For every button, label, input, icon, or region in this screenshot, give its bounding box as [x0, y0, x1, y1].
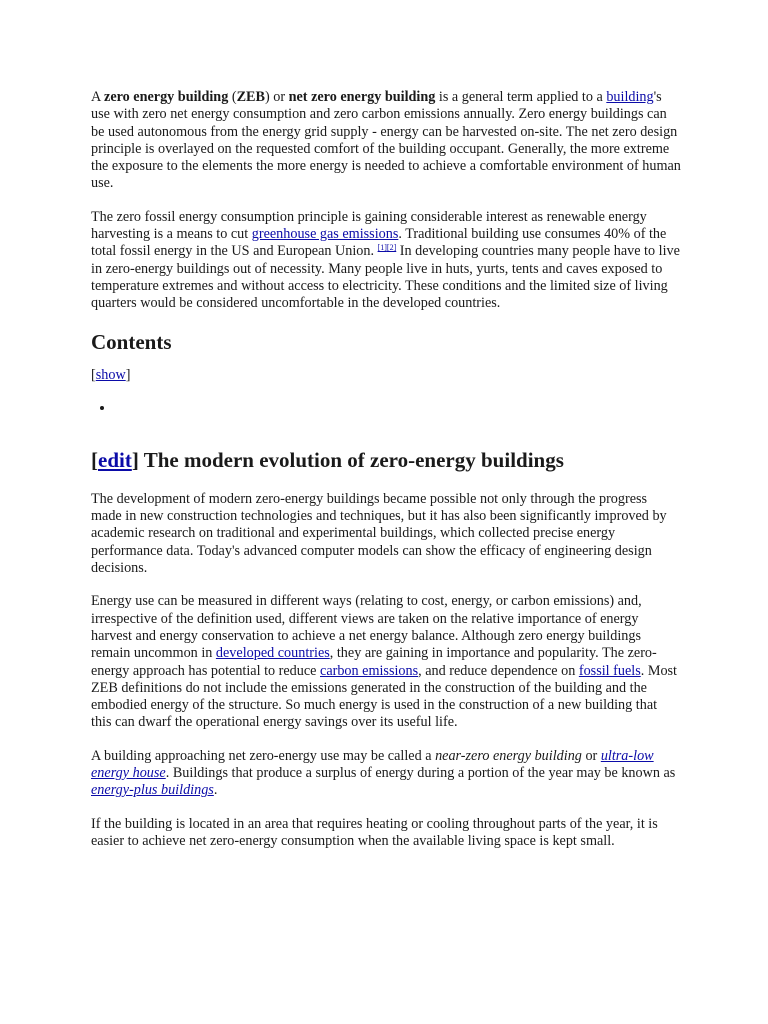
text-run: is a general term applied to a: [435, 89, 607, 105]
bracket-open: [: [91, 366, 96, 383]
show-contents-link[interactable]: show: [95, 366, 126, 383]
contents-toggle: [91, 367, 681, 384]
contents-list-item: [115, 400, 681, 417]
link-developed-countries[interactable]: developed countries: [215, 645, 330, 662]
text-run: . Traditional building use consumes 40% of the total fossil energy in the US and European Union.: [91, 226, 667, 260]
text-run: . Buildings that produce a surplus of energy during a portion of the year may be known as: [165, 765, 676, 782]
edit-section-link[interactable]: edit: [98, 447, 132, 472]
text-run: The zero fossil energy consumption principle is gaining considerable interest as renewable energy harvesting is a means to cut: [91, 208, 647, 243]
bracket-close: ]: [125, 366, 131, 383]
section-paragraph-3: [91, 748, 681, 800]
article-body: [91, 89, 681, 866]
section-title: The modern evolution of zero-energy buildings: [138, 447, 564, 472]
intro-paragraph-1: [91, 89, 681, 193]
text-run: . Most ZEB definitions do not include the emissions generated in the construction of the building and the embodied energy of the structure. So much energy is used in the construction of a new building that this can dwarf the operational energy savings over its useful life.: [91, 662, 677, 731]
link-carbon-emissions[interactable]: carbon emissions: [320, 662, 419, 679]
link-ultra-low-energy-house[interactable]: ultra-low energy house: [91, 747, 654, 782]
text-run: or: [581, 747, 601, 764]
reference-link-2[interactable]: [2]: [386, 243, 397, 253]
link-energy-plus-buildings[interactable]: energy-plus buildings: [91, 782, 214, 799]
intro-paragraph-2: [91, 209, 681, 313]
text-run: , they are gaining in importance and popularity. The zero-energy approach has potential to reduce: [91, 645, 657, 679]
reference-2: [387, 243, 396, 252]
link-greenhouse-gas-emissions[interactable]: greenhouse gas emissions: [251, 226, 399, 243]
reference-1: [378, 243, 387, 252]
text-run: (: [228, 89, 237, 105]
contents-list: [91, 400, 681, 417]
text-run: A: [91, 89, 105, 105]
section-heading: [91, 447, 681, 473]
text-run: Energy use can be measured in different ways (relating to cost, energy, or carbon emissions) and, irrespective of the definition used, different views are taken on the relative importance of energy harvest and energy conservation to achieve a net energy balance. Although zero energy buildings remain uncommon in: [91, 593, 642, 662]
contents-heading: Contents: [91, 329, 172, 354]
link-building[interactable]: building: [606, 89, 654, 105]
text-run: A building approaching net zero-energy use may be called a: [91, 747, 436, 764]
text-run: , and reduce dependence on: [418, 662, 579, 679]
term-zeb: ZEB: [236, 89, 265, 105]
section-paragraph-1: The development of modern zero-energy buildings became possible not only through the progress made in new construction technologies and techniques, but it has also been significantly improved by academic research on traditional and experimental buildings, which collected precise energy performance data. Today's advanced computer models can show the efficacy of engineering design decisions.: [91, 490, 667, 577]
bracket-close: ]: [131, 447, 139, 472]
bracket-open: [: [91, 447, 98, 472]
term-net-zero-energy-building: net zero energy building: [288, 89, 436, 105]
link-fossil-fuels[interactable]: fossil fuels: [578, 662, 641, 679]
section-paragraph-4: If the building is located in an area that requires heating or cooling throughout parts of the year, it is easier to achieve net zero-energy consumption when the available living space is kept small.: [91, 815, 658, 849]
section-paragraph-2: [91, 593, 681, 731]
text-run: In developing countries many people have to live in zero-energy buildings out of necessity. Many people live in huts, yurts, tents and caves exposed to temperature extremes and without access to electricity. These conditions and the limited size of living quarters would be considered uncomfortable in the developed countries.: [91, 243, 680, 312]
reference-link-1[interactable]: [1]: [377, 243, 387, 253]
term-near-zero-energy-building: near-zero energy building: [435, 747, 582, 764]
term-zero-energy-building: zero energy building: [104, 89, 229, 105]
text-run: .: [213, 782, 218, 799]
text-run: 's use with zero net energy consumption and zero carbon emissions annually. Zero energy buildings can be used autonomous from the energy grid supply - energy can be harvested on-site. The net zero design principle is overlayed on the requested comfort of the building occupant. Generally, the more extreme the exposure to the elements the more energy is needed to achieve a comfortable environment of human use.: [91, 89, 681, 192]
text-run: ) or: [264, 89, 289, 105]
